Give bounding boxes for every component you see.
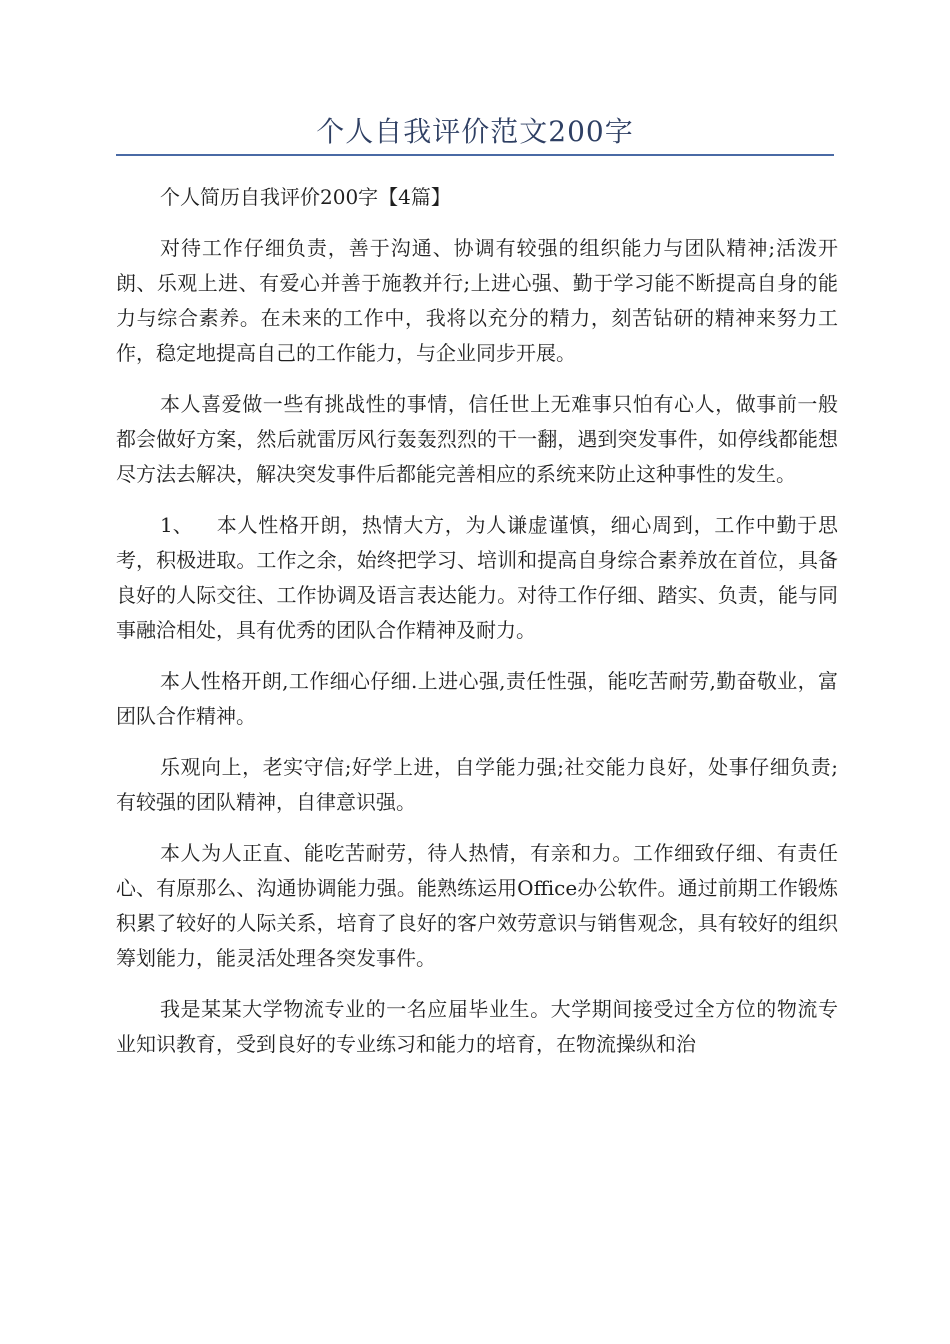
- item-text: 本人性格开朗，热情大方，为人谦虚谨慎，细心周到，工作中勤于思考，积极进取。工作之余，始终把学习、培训和提高自身综合素养放在首位，具备良好的人际交往、工作协调及语言表达能力。对待工作仔细、踏实、负责，能与同事融洽相处，具有优秀的团队合作精神及耐力。: [116, 513, 838, 642]
- paragraph-3: 本人性格开朗,工作细心仔细.上进心强,责任性强，能吃苦耐劳,勤奋敬业，富团队合作精神。: [116, 669, 838, 728]
- section-subtitle: 个人简历自我评价200字【4篇】: [160, 185, 451, 209]
- paragraph-5: 本人为人正直、能吃苦耐劳，待人热情，有亲和力。工作细致仔细、有责任心、有原那么、沟通协调能力强。能熟练运用Office办公软件。通过前期工作锻炼积累了较好的人际关系，培育了良好的客户效劳意识与销售观念，具有较好的组织筹划能力，能灵活处理各突发事件。: [116, 841, 838, 970]
- paragraph-4: 乐观向上，老实守信;好学上进，自学能力强;社交能力良好，处事仔细负责;有较强的团队精神，自律意识强。: [116, 755, 838, 814]
- paragraph-6: 我是某某大学物流专业的一名应届毕业生。大学期间接受过全方位的物流专业知识教育，受到良好的专业练习和能力的培育，在物流操纵和治: [116, 997, 838, 1056]
- title-underline: [116, 154, 834, 156]
- numbered-item-1: [116, 508, 838, 648]
- page-title: 个人自我评价范文200字: [316, 115, 634, 148]
- document-body: [116, 180, 838, 1078]
- paragraph-2: 本人喜爱做一些有挑战性的事情，信任世上无难事只怕有心人，做事前一般都会做好方案，然后就雷厉风行轰轰烈烈的干一翻，遇到突发事件，如停线都能想尽方法去解决，解决突发事件后都能完善相应的系统来防止这种事性的发生。: [116, 392, 838, 486]
- paragraph-1: 对待工作仔细负责，善于沟通、协调有较强的组织能力与团队精神;活泼开朗、乐观上进、有爱心并善于施教并行;上进心强、勤于学习能不断提高自身的能力与综合素养。在未来的工作中，我将以充分的精力，刻苦钻研的精神来努力工作，稳定地提高自己的工作能力，与企业同步开展。: [116, 236, 838, 365]
- item-number: 1、: [160, 513, 193, 537]
